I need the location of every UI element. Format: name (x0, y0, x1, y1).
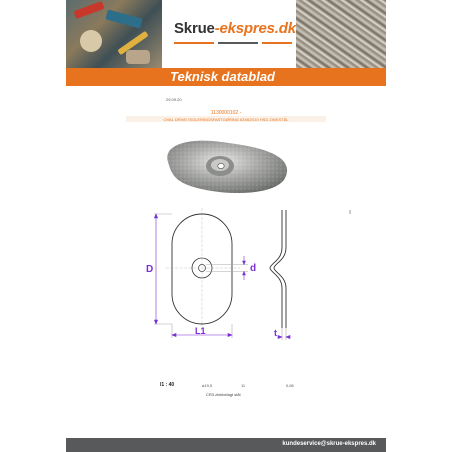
drawing-side-view (270, 210, 350, 328)
drawing-front-view (166, 208, 240, 330)
item-description: OVAL DRIVE ISOLERINGSFASTGØRING 63X62X10 HSD ZINKSTÅL (163, 117, 289, 122)
header-tools-photo (66, 0, 162, 68)
spec-value-2: 11 (241, 383, 246, 388)
washer-hole (218, 163, 224, 168)
header-screws-photo (296, 0, 386, 68)
logo-area (162, 0, 296, 68)
spec-value-3: 0,65 (286, 383, 294, 388)
document-date: 29.09.20 (166, 97, 182, 102)
spec-label: l1 : 40 (160, 382, 175, 388)
company-logo: Skrue-ekspres.dk (174, 20, 296, 37)
label-L1: L1 (195, 326, 206, 336)
item-number: 1130000102 - (210, 110, 242, 116)
title-banner (66, 68, 386, 86)
product-photo (156, 132, 296, 200)
label-t: t (274, 328, 277, 338)
banner-title: Teknisk datablad (170, 69, 275, 84)
logo-stripes (174, 42, 294, 46)
spec-value-1: ø19,5 (202, 383, 213, 388)
footer-email[interactable]: kundeservice@skrue-ekspres.dk (282, 441, 376, 447)
header (66, 0, 386, 68)
material-text: CR3 zinkbelagt stål (206, 392, 241, 397)
footer (66, 438, 386, 452)
label-d: d (250, 263, 257, 274)
datasheet-page (66, 0, 386, 452)
label-D: D (146, 264, 154, 275)
technical-drawing (146, 200, 292, 345)
